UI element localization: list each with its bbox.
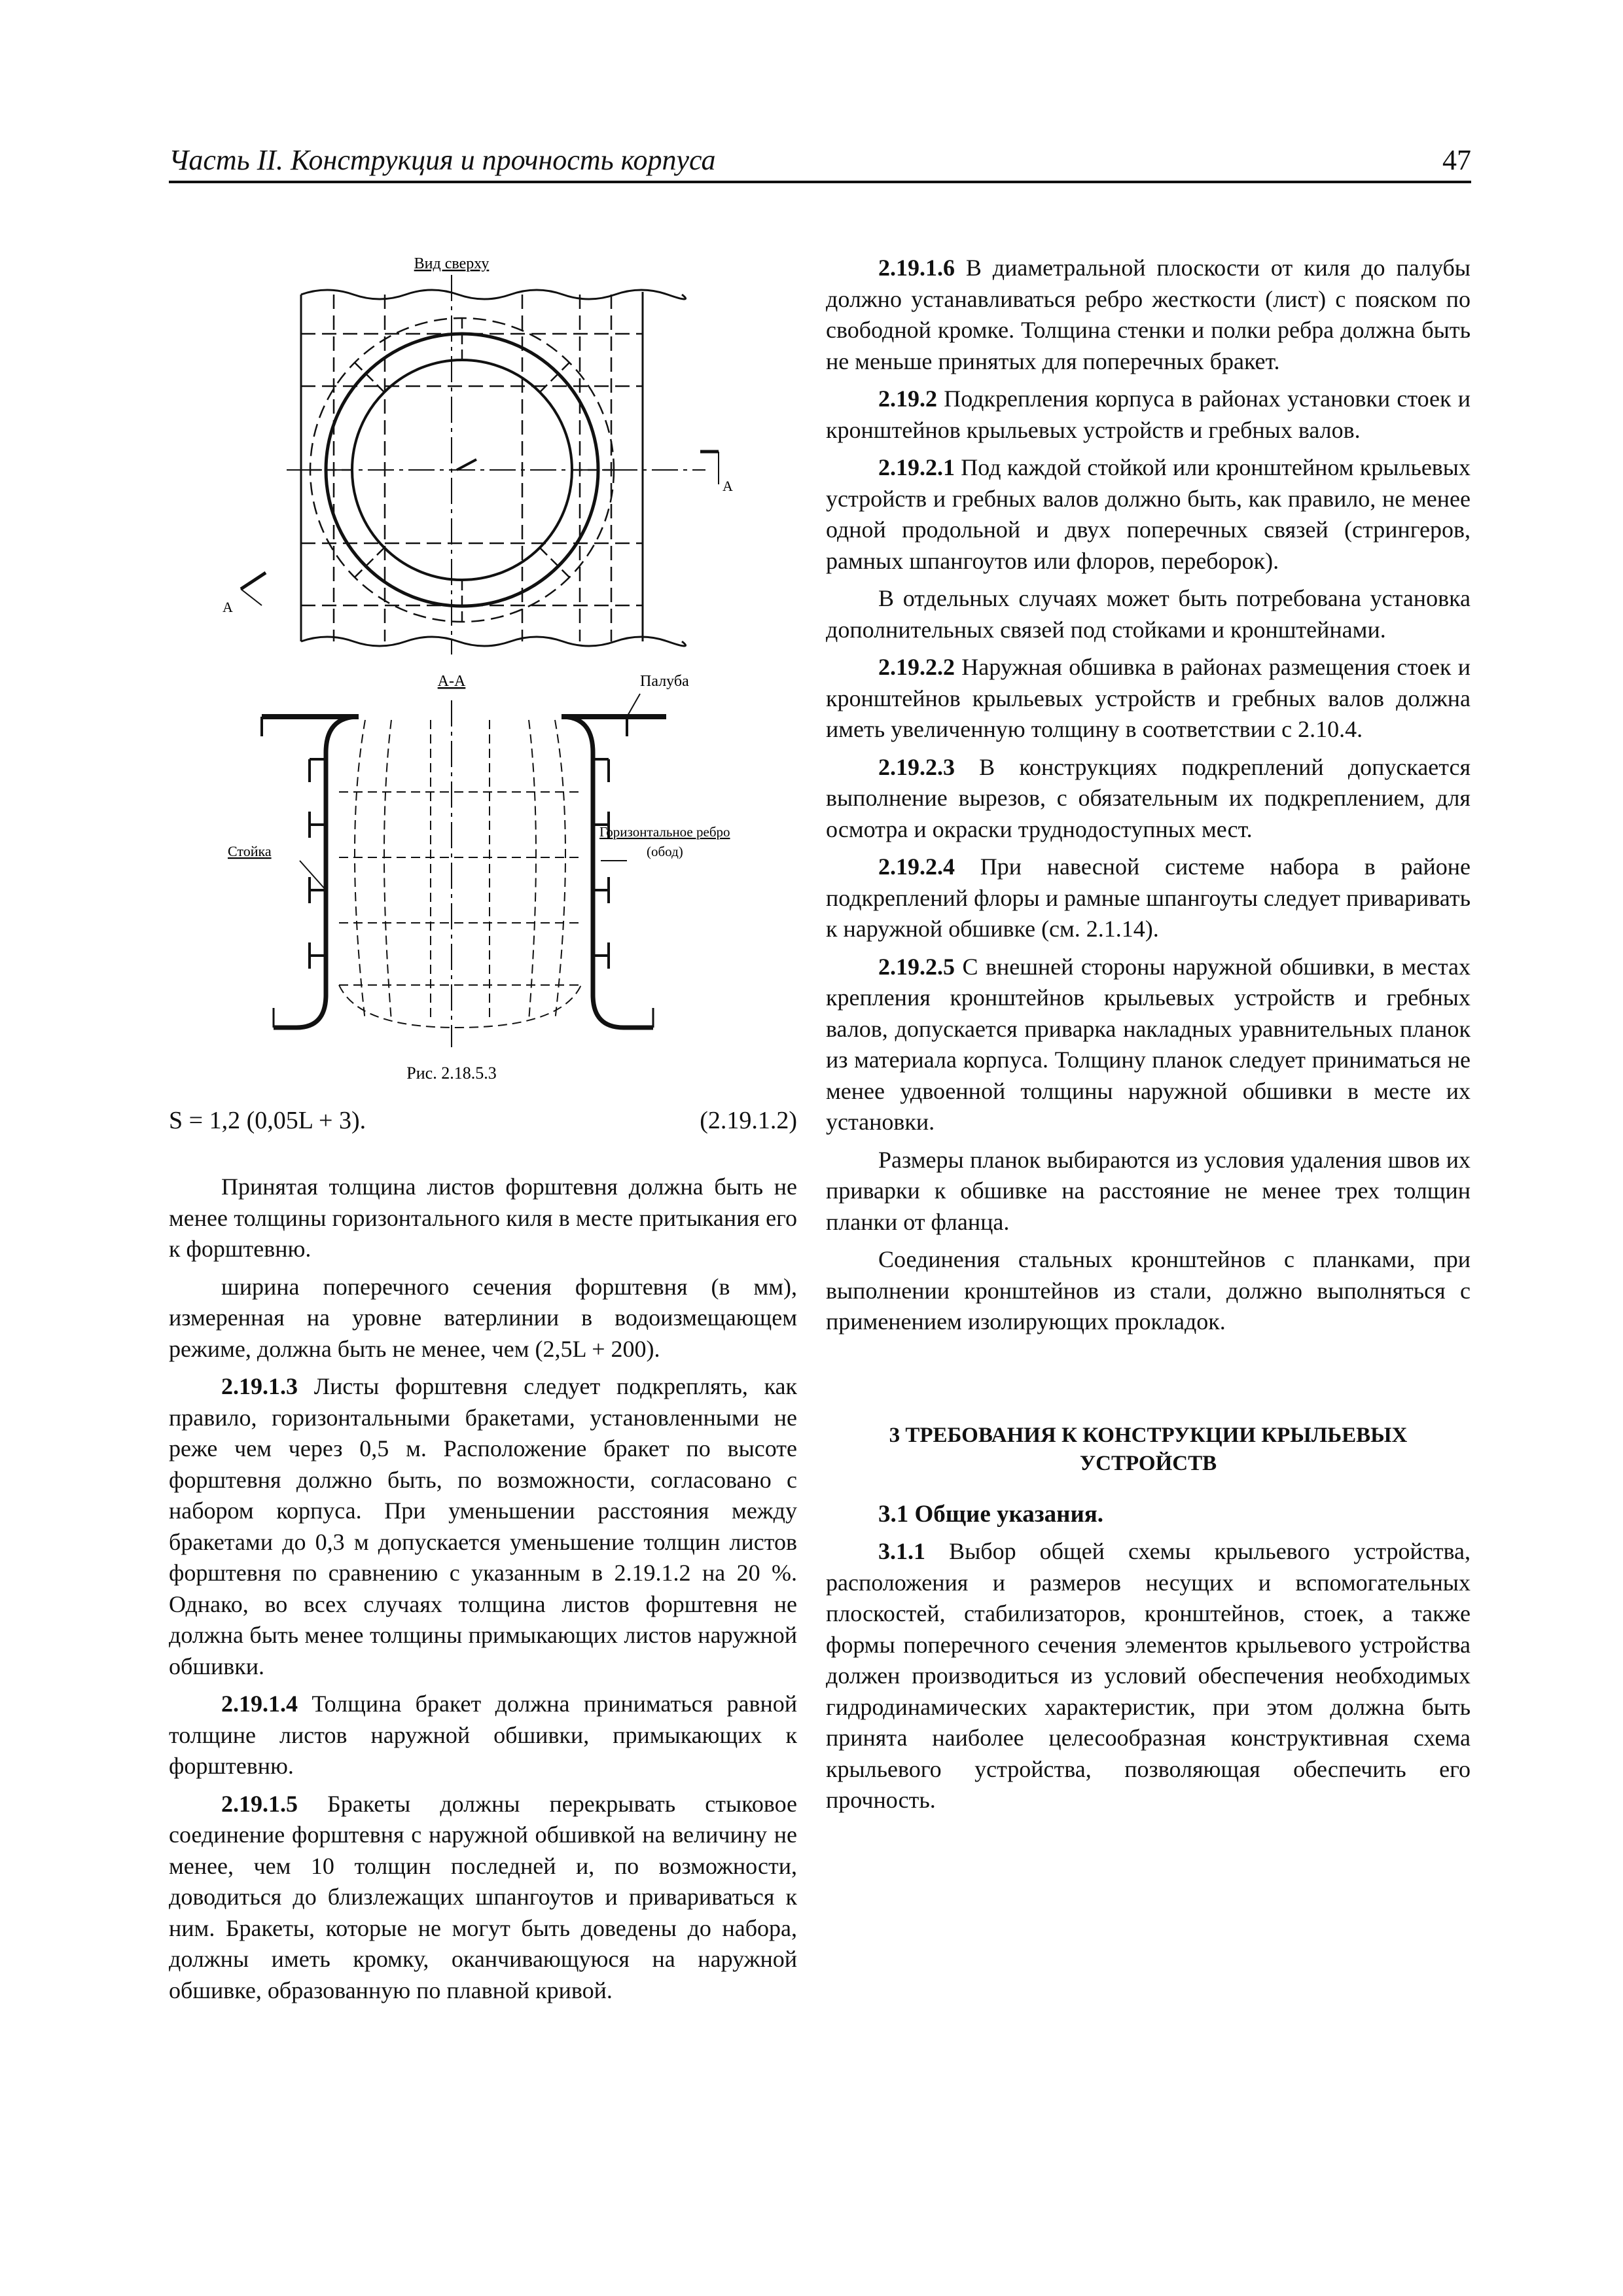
section-view [262,694,666,1047]
paragraph-2-19-2 [826,384,1471,446]
deck-label: Палуба [640,673,689,690]
clause-number: 2.19.1.5 [221,1790,298,1817]
formula-number: (2.19.1.2) [700,1107,797,1134]
paragraph-2-19-2-1 [826,452,1471,577]
figure-caption: Рис. 2.18.5.3 [406,1064,497,1083]
paragraph-text: Выбор общей схемы крыльевого устройства, расположения и размеров несущих и вспомогательных плоскостей, стабилизаторов, кронштейнов, стоек, а также формы поперечного сечения элементов крыльевого устройства должен производиться из условий обеспечения необходимых гидродинамических характеристик, при этом должна быть принята наиболее целесообразная конструктивная схема крыльевого устройства, позволяющая обеспечить его прочность. [826,1538,1471,1813]
section-marker-right: А [722,478,733,494]
figure-2-18-5-3 [169,249,810,1100]
left-column [169,1172,797,2006]
clause-number: 2.19.2.3 [878,753,955,780]
paragraph-2-19-1-5 [169,1789,797,2007]
paragraph-2-19-1-3 [169,1371,797,1682]
strut-label: Стойка [228,843,272,859]
clause-number: 2.19.2.2 [878,654,955,680]
paragraph-text: В диаметральной плоскости от киля до палубы должно устанавливаться ребро жесткости (лист) с пояском по свободной кромке. Толщина стенки и полки ребра должна быть не меньше принятых для поперечных бракет. [826,255,1471,374]
clause-number: 2.19.2.1 [878,454,955,480]
paragraph: Соединения стальных кронштейнов с планками, при выполнении кронштейнов из стали, должно выполняться с применением изолирующих прокладок. [826,1246,1471,1335]
clause-number: 2.19.1.3 [221,1373,298,1399]
clause-number: 2.19.1.4 [221,1691,298,1717]
section-heading-line1: 3 ТРЕБОВАНИЯ К КОНСТРУКЦИИ КРЫЛЬЕВЫХ [889,1423,1408,1447]
top-view [241,275,719,655]
paragraph-2-19-1-6 [826,253,1471,377]
paragraph-2-19-1-4 [169,1689,797,1782]
section-heading [826,1422,1471,1478]
clause-number: 3.1.1 [878,1538,925,1564]
top-view-label: Вид сверху [414,255,490,272]
paragraph: Размеры планок выбираются из условия удаления швов их приварки к обшивке на расстояние не менее трех толщин планки от фланца. [826,1146,1471,1235]
paragraph-text: В конструкциях подкреплений допускается выполнение вырезов, с обязательным их подкреплением, для осмотра и окраски труднодоступных мест. [826,753,1471,842]
paragraph-2-19-2-4 [826,852,1471,945]
formula-expression: S = 1,2 (0,05L + 3). [169,1107,366,1134]
paragraph-text: Наружная обшивка в районах размещения стоек и кронштейнов крыльевых устройств и гребных валов должна иметь увеличенную толщину в соответствии с 2.10.4. [826,654,1471,742]
paragraph-2-19-2-5 [826,952,1471,1138]
ring-label-line1: Горизонтальное ребро [599,824,730,840]
page-number: 47 [1442,144,1471,176]
clause-number: 2.19.1.6 [878,255,955,281]
paragraph-text: Листы форштевня следует подкреплять, как правило, горизонтальными бракетами, установленными не реже чем через 0,5 м. Расположение бракет по высоте форштевня должно быть, по возможности, согласовано с набором корпуса. При уменьшении расстояния между бракетами до 0,3 м допускается уменьшение толщин листов форштевня по сравнению с указанным в 2.19.1.2 на 20 %. Однако, во всех случаях толщина листов форштевня не должна быть менее толщины примыкающих листов наружной обшивки. [169,1373,797,1679]
page-header [169,143,1471,183]
subsection-heading: 3.1 Общие указания. [878,1500,1104,1528]
section-marker-left: А [223,599,233,615]
paragraph-3-1-1 [826,1536,1471,1816]
running-title: Часть II. Конструкция и прочность корпуса [169,144,716,176]
paragraph-text: Толщина бракет должна приниматься равной толщине листов наружной обшивки, примыкающих к форштевню. [169,1691,797,1779]
section-view-label: А-А [437,673,466,690]
paragraph-2-19-2-3 [826,752,1471,846]
paragraph-text: С внешней стороны наружной обшивки, в местах крепления кронштейнов крыльевых устройств и гребных валов, допускается приварка накладных уравнительных планок из материала корпуса. Толщину планок следует приниматься не менее удвоенной толщины наружной обшивки в месте их установки. [826,953,1471,1135]
clause-number: 2.19.2 [878,386,937,412]
paragraph: ширина поперечного сечения форштевня (в мм), измеренная на уровне ватерлинии в водоизмещающем режиме, должна быть не менее, чем (2,5L + 200). [169,1273,797,1362]
ring-label-line2: (обод) [647,844,683,859]
right-column [826,253,1471,1816]
paragraph-text: Под каждой стойкой или кронштейном крыльевых устройств и гребных валов должно быть, как правило, не менее одной продольной и двух поперечных связей (стрингеров, рамных шпангоутов или флоров, переборок). [826,454,1471,574]
paragraph-text: Подкрепления корпуса в районах установки стоек и кронштейнов крыльевых устройств и гребных валов. [826,386,1471,443]
clause-number: 2.19.2.4 [878,853,955,880]
paragraph: В отдельных случаях может быть потребована установка дополнительных связей под стойками и кронштейнами. [826,585,1471,643]
technical-drawing [169,249,810,1100]
paragraph-text: Бракеты должны перекрывать стыковое соединение форштевня с наружной обшивкой на величину не менее, чем 10 толщин последней и, по возможности, доводиться до близлежащих шпангоутов и привариваться к ним. Бракеты, которые не могут быть доведены до набора, должны иметь кромку, оканчивающуюся на наружной обшивке, образованную по плавной кривой. [169,1790,797,2003]
section-heading-line2: УСТРОЙСТВ [1079,1451,1217,1475]
formula-2-19-1-2 [169,1106,797,1143]
clause-number: 2.19.2.5 [878,953,955,980]
paragraph-text: При навесной системе набора в районе подкреплений флоры и рамные шпангоуты следует приваривать к наружной обшивке (см. 2.1.14). [826,853,1471,942]
paragraph: Принятая толщина листов форштевня должна быть не менее толщины горизонтального киля в месте притыкания его к форштевню. [169,1174,797,1262]
paragraph-2-19-2-2 [826,652,1471,745]
